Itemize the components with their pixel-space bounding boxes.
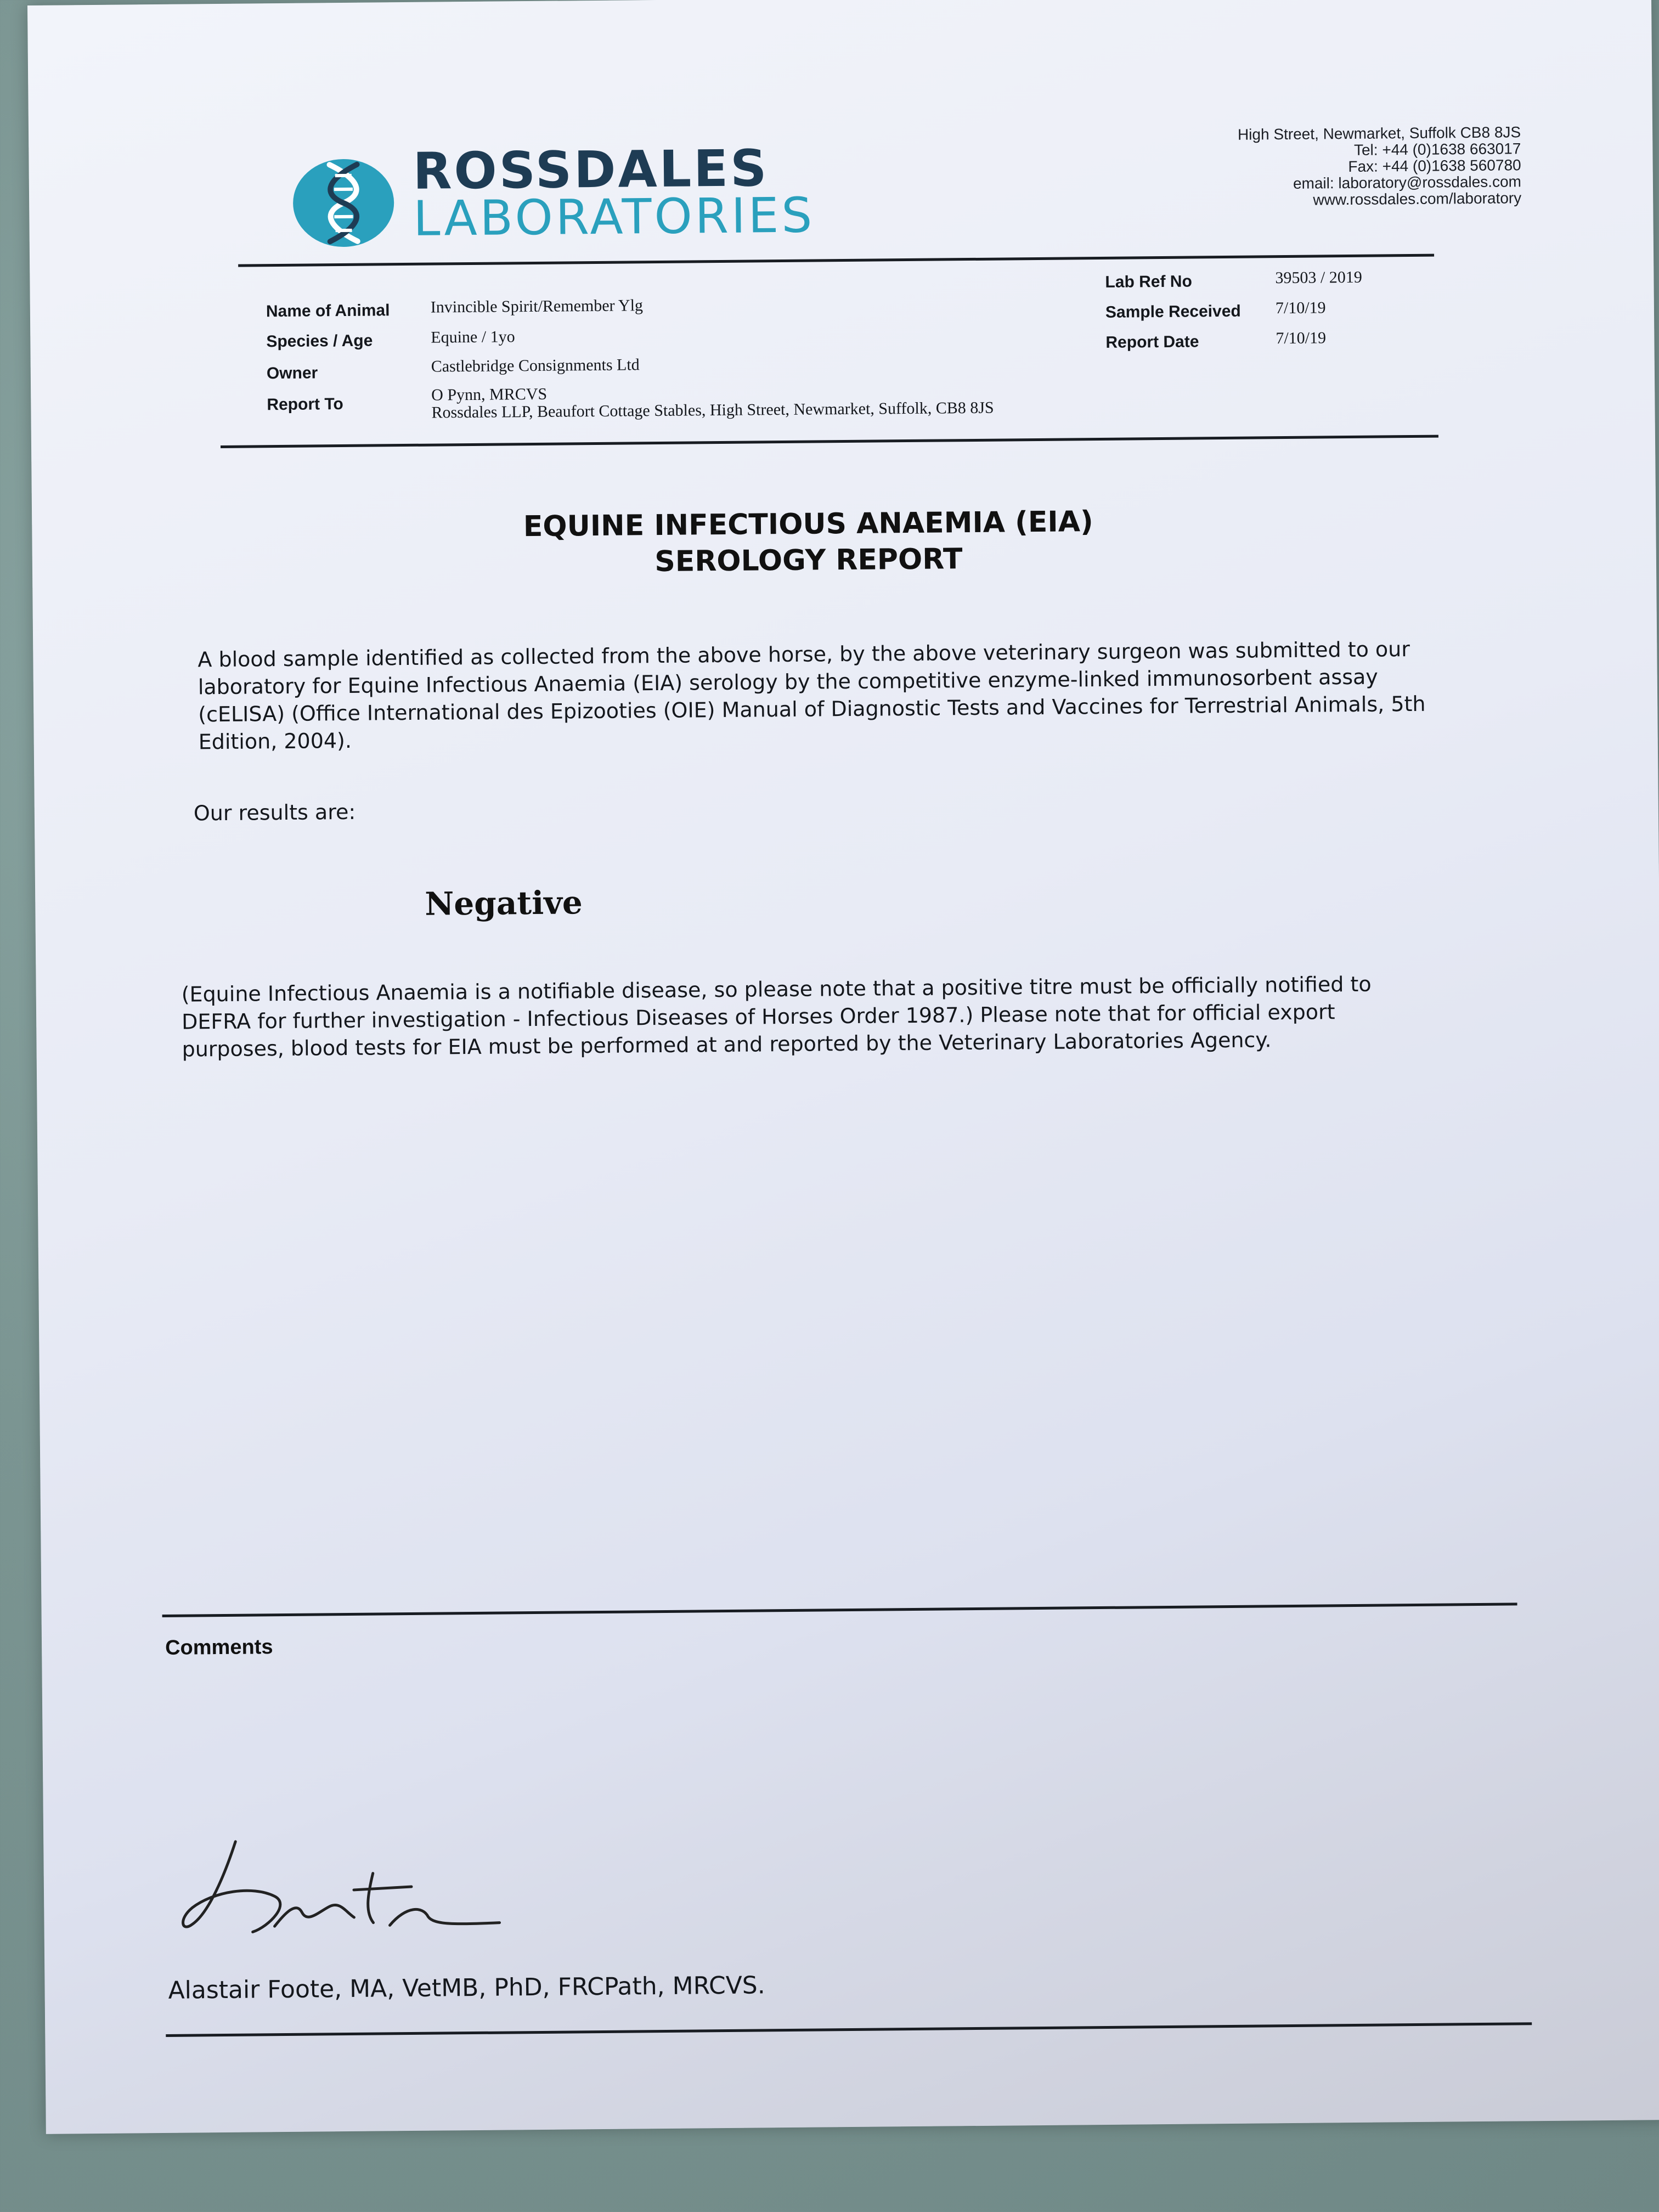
owner-label: Owner (266, 364, 318, 383)
address-phone: Tel: +44 (0)1638 663017 (1353, 140, 1521, 159)
details-divider (221, 435, 1438, 448)
report-to-label: Report To (267, 395, 343, 414)
report-title-line2: SEROLOGY REPORT (654, 543, 963, 579)
address-fax: Fax: +44 (0)1638 560780 (1348, 156, 1521, 176)
footer-divider (166, 2022, 1532, 2037)
notifiable-note (182, 969, 1543, 1063)
result-value: Negative (425, 884, 583, 923)
sample-received-value: 7/10/19 (1275, 298, 1326, 318)
comments-label: Comments (165, 1635, 273, 1660)
address-email: email: laboratory@rossdales.com (1293, 173, 1522, 192)
species-value: Equine / 1yo (431, 328, 515, 347)
report-sheet (27, 0, 1659, 2134)
intro-line: Edition, 2004). (198, 728, 352, 754)
note-line: DEFRA for further investigation - Infectious Diseases of Horses Order 1987.) Please note that for official export (181, 1000, 1335, 1034)
note-line: (Equine Infectious Anaemia is a notifiable disease, so please note that a positive titre must be officially notified to (181, 972, 1372, 1007)
species-label: Species / Age (266, 331, 373, 351)
signatory-name: Alastair Foote, MA, VetMB, PhD, FRCPath, MRCVS. (168, 1971, 765, 2005)
name-label: Name of Animal (266, 301, 390, 321)
intro-line: A blood sample identified as collected from the above horse, by the above veterinary surgeon was submitted to our (198, 637, 1410, 672)
report-date-value: 7/10/19 (1276, 329, 1327, 348)
address-website: www.rossdales.com/laboratory (1313, 189, 1522, 208)
logo-wordmark-line1: ROSSDALES (413, 139, 769, 201)
comments-divider (162, 1602, 1517, 1617)
report-to-address: Rossdales LLP, Beaufort Cottage Stables, High Street, Newmarket, Suffolk, CB8 8JS (431, 398, 994, 422)
lab-ref-value: 39503 / 2019 (1275, 268, 1362, 287)
report-to-name: O Pynn, MRCVS (431, 385, 548, 404)
report-title-line1: EQUINE INFECTIOUS ANAEMIA (EIA) (523, 505, 1094, 544)
lab-address (1238, 124, 1521, 208)
intro-line: laboratory for Equine Infectious Anaemia (EIA) serology by the competitive enzyme-linked immunosorbent assay (198, 664, 1378, 699)
lab-ref-label: Lab Ref No (1105, 272, 1192, 291)
intro-line: (cELISA) (Office International des Epizooties (OIE) Manual of Diagnostic Tests and Vaccines for Terrestrial Animals, 5th (198, 691, 1426, 727)
results-intro: Our results are: (193, 799, 356, 826)
intro-paragraph (198, 634, 1543, 755)
sample-received-label: Sample Received (1105, 302, 1241, 321)
logo-wordmark-line2: LABORATORIES (413, 187, 815, 247)
header-divider (238, 254, 1434, 267)
report-title (32, 499, 1585, 585)
name-value: Invincible Spirit/Remember Ylg (430, 296, 644, 317)
report-date-label: Report Date (1105, 332, 1199, 352)
signature-image (170, 1828, 522, 1952)
address-line: High Street, Newmarket, Suffolk CB8 8JS (1237, 123, 1521, 143)
owner-value: Castlebridge Consignments Ltd (431, 356, 640, 376)
dna-logo-icon (291, 156, 396, 250)
note-line: purposes, blood tests for EIA must be performed at and reported by the Veterinary Laboratories Agency. (182, 1028, 1272, 1062)
